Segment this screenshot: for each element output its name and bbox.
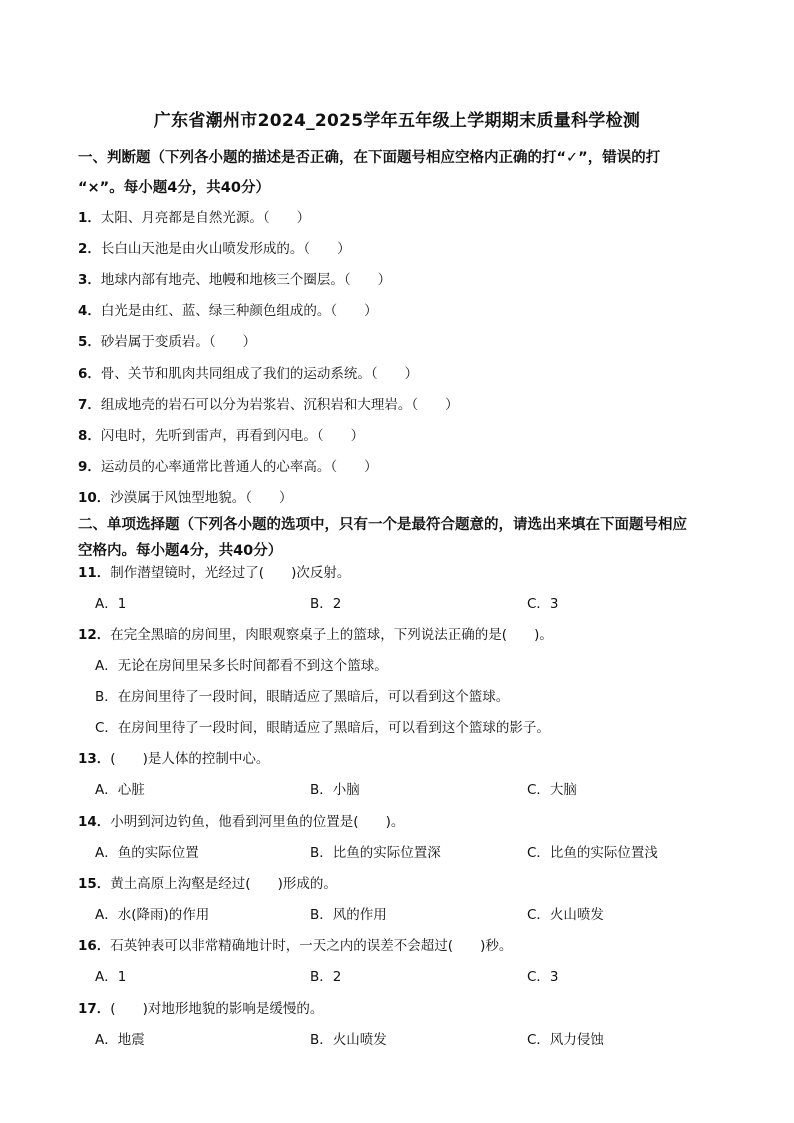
option-b: B．小脑 <box>310 782 360 798</box>
question-text: 闪电时，先听到雷声，再看到闪电。（ ） <box>100 428 365 444</box>
question-5 <box>78 330 256 350</box>
option-a: A．无论在房间里呆多长时间都看不到这个篮球。 <box>95 658 388 674</box>
question-number: 2． <box>78 241 101 257</box>
question-13 <box>78 747 269 767</box>
question-10 <box>78 486 293 506</box>
page-title: 广东省潮州市2024_2025学年五年级上学期期末质量科学检测 <box>153 111 641 131</box>
question-3 <box>78 268 391 288</box>
question-11 <box>78 561 350 581</box>
question-16 <box>78 934 512 954</box>
question-12 <box>78 623 553 643</box>
option-a: A．地震 <box>95 1032 145 1048</box>
section-1-heading-line1: 一、判断题（下列各小题的描述是否正确，在下面题号相应空格内正确的打“✓”，错误的打 <box>78 150 661 166</box>
question-number: 3． <box>78 272 101 288</box>
option-c: C．3 <box>527 969 559 985</box>
option-c: C．火山喷发 <box>527 907 604 923</box>
question-number: 9． <box>78 459 101 475</box>
question-8 <box>78 424 364 444</box>
question-number: 13． <box>78 751 111 767</box>
option-a: A．1 <box>95 969 127 985</box>
question-text: 太阳、月亮都是自然光源。（ ） <box>100 210 311 226</box>
question-text: 骨、关节和肌肉共同组成了我们的运动系统。（ ） <box>100 366 419 382</box>
question-text: 白光是由红、蓝、绿三种颜色组成的。（ ） <box>100 303 378 319</box>
option-c: C．风力侵蚀 <box>527 1032 604 1048</box>
section-2-heading-line2: 空格内。每小题4分，共40分） <box>78 543 283 559</box>
option-b: B．火山喷发 <box>310 1032 387 1048</box>
option-b: B．2 <box>310 596 342 612</box>
question-7 <box>78 393 459 413</box>
question-text: 运动员的心率通常比普通人的心率高。（ ） <box>100 459 378 475</box>
question-text: 黄土高原上沟壑是经过( )形成的。 <box>110 876 337 892</box>
question-number: 17． <box>78 1001 111 1017</box>
question-6 <box>78 362 418 382</box>
section-1-heading-line2: “×”。每小题4分，共40分） <box>78 180 270 196</box>
question-number: 4． <box>78 303 101 319</box>
question-text: 长白山天池是由火山喷发形成的。（ ） <box>100 241 351 257</box>
question-number: 8． <box>78 428 101 444</box>
question-text: 在完全黑暗的房间里，肉眼观察桌子上的篮球，下列说法正确的是( )。 <box>110 627 553 643</box>
question-number: 16． <box>78 938 111 954</box>
question-9 <box>78 455 378 475</box>
question-text: 制作潜望镜时，光经过了( )次反射。 <box>110 565 351 581</box>
question-text: 沙漠属于风蚀型地貌。（ ） <box>110 490 293 506</box>
question-text: 砂岩属于变质岩。（ ） <box>100 334 257 350</box>
option-a: A．鱼的实际位置 <box>95 845 199 861</box>
option-b: B．比鱼的实际位置深 <box>310 845 441 861</box>
question-text: 石英钟表可以非常精确地计时，一天之内的误差不会超过( )秒。 <box>110 938 513 954</box>
question-number: 1． <box>78 210 101 226</box>
option-b: B．2 <box>310 969 342 985</box>
option-b: B．在房间里待了一段时间，眼睛适应了黑暗后，可以看到这个篮球。 <box>95 689 510 705</box>
question-15 <box>78 872 337 892</box>
question-1 <box>78 206 310 226</box>
question-4 <box>78 299 378 319</box>
question-text: 组成地壳的岩石可以分为岩浆岩、沉积岩和大理岩。（ ） <box>100 397 459 413</box>
question-number: 11． <box>78 565 111 581</box>
option-c: C．比鱼的实际位置浅 <box>527 845 658 861</box>
question-text: ( )对地形地貌的影响是缓慢的。 <box>110 1001 324 1017</box>
question-number: 6． <box>78 366 101 382</box>
section-2-heading-line1: 二、单项选择题（下列各小题的选项中，只有一个是最符合题意的，请选出来填在下面题号相应 <box>78 517 687 533</box>
question-number: 15． <box>78 876 111 892</box>
option-c: C．在房间里待了一段时间，眼睛适应了黑暗后，可以看到这个篮球的影子。 <box>95 720 550 736</box>
question-14 <box>78 810 404 830</box>
question-number: 14． <box>78 814 111 830</box>
question-text: ( )是人体的控制中心。 <box>110 751 270 767</box>
question-text: 地球内部有地壳、地幔和地核三个圈层。（ ） <box>100 272 392 288</box>
option-c: C．3 <box>527 596 559 612</box>
section-1-heading <box>78 143 758 203</box>
option-b: B．风的作用 <box>310 907 387 923</box>
option-a: A．水(降雨)的作用 <box>95 907 210 923</box>
question-number: 12． <box>78 627 111 643</box>
question-number: 7． <box>78 397 101 413</box>
question-number: 5． <box>78 334 101 350</box>
option-a: A．1 <box>95 596 127 612</box>
question-2 <box>78 237 351 257</box>
option-c: C．大脑 <box>527 782 577 798</box>
question-17 <box>78 997 323 1017</box>
question-number: 10． <box>78 490 111 506</box>
question-text: 小明到河边钓鱼，他看到河里鱼的位置是( )。 <box>110 814 405 830</box>
section-2-heading <box>78 510 758 566</box>
option-a: A．心脏 <box>95 782 145 798</box>
